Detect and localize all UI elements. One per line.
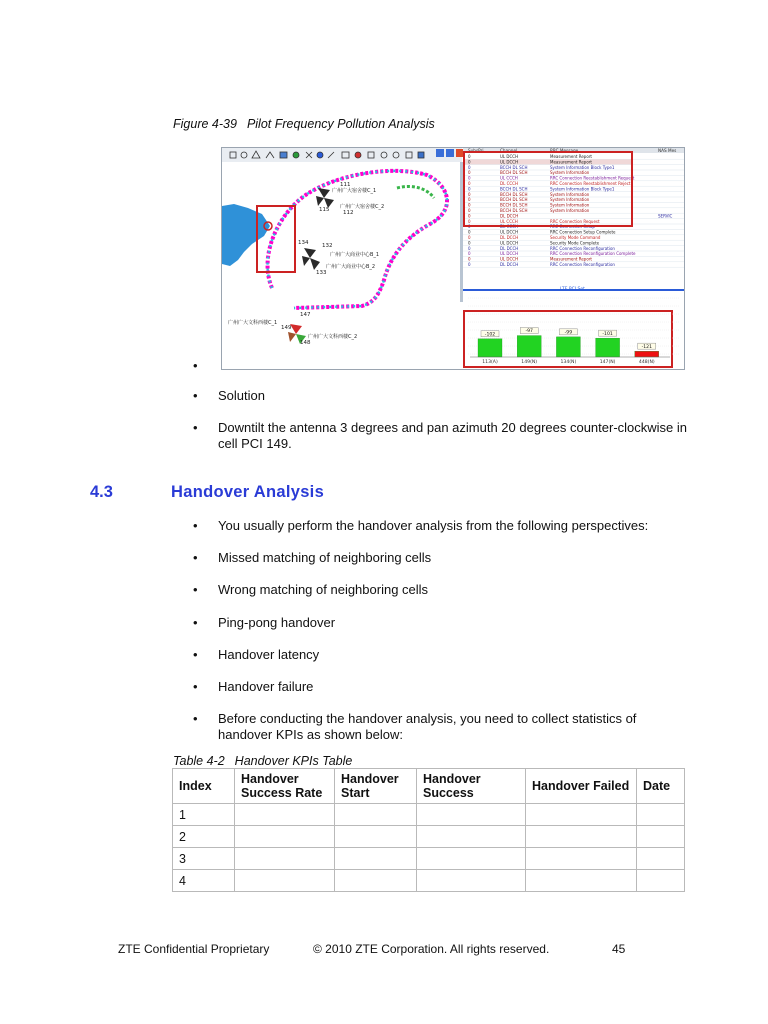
section-number: 4.3 — [90, 483, 113, 501]
signaling-cell: RRC Connection Reconfiguration — [550, 262, 615, 267]
table-caption-text: Handover KPIs Table — [234, 754, 353, 768]
signaling-cell: 0 — [468, 229, 471, 235]
table-cell — [335, 826, 417, 848]
cell-id-label: 148 — [300, 340, 311, 346]
signaling-cell: 0 — [468, 262, 471, 267]
table-row — [173, 870, 685, 892]
chart-tick-label: 448(N) — [638, 360, 655, 365]
signaling-cell: 0 — [468, 175, 471, 181]
signaling-cell: RRC Connection Reestablishment Request — [550, 175, 635, 181]
sector-marker — [316, 196, 324, 206]
signaling-cell: RRC Connection Request — [550, 218, 600, 224]
signaling-cell: UL DCCH — [500, 251, 519, 257]
chart-data-label: -102 — [484, 332, 496, 338]
handover-kpi-table — [172, 768, 685, 892]
bullet-dot: • — [193, 420, 198, 435]
table-cell — [417, 804, 526, 826]
bullet-dot: • — [193, 518, 198, 533]
bullet-dot: • — [193, 647, 198, 662]
signaling-cell: 0 — [468, 256, 471, 262]
signaling-cell: DL DCCH — [500, 262, 519, 267]
signaling-cell: 0 — [468, 202, 471, 208]
bullet-dot: • — [193, 711, 198, 726]
route-branch — [397, 186, 434, 198]
signaling-cell: BCCH DL SCH — [500, 208, 528, 213]
cell-site-134 — [302, 248, 320, 270]
signaling-cell: 0 — [468, 191, 471, 197]
table-cell — [526, 804, 637, 826]
table-cell — [335, 870, 417, 892]
signaling-column-header: RRC Message — [550, 148, 579, 154]
chart-data-label: -101 — [602, 331, 613, 337]
section-title: Handover Analysis — [171, 483, 325, 501]
table-cell — [526, 848, 637, 870]
bullet-text: Solution — [218, 388, 265, 403]
chart-tick-label: 147(N) — [599, 360, 616, 365]
table-header-row — [173, 769, 685, 804]
bullet-dot: • — [193, 615, 198, 630]
signaling-cell: BCCH DL SCH — [500, 170, 528, 176]
signaling-cell: DL CCCH — [500, 181, 518, 186]
signaling-cell: System Information Block Type1 — [550, 164, 615, 170]
signaling-cell: RRC Connection Setup — [550, 224, 595, 230]
chart-bar — [517, 336, 541, 357]
header-date: Date — [637, 769, 685, 804]
record-icon[interactable] — [355, 152, 361, 158]
cell-id-label: 147 — [300, 312, 311, 318]
signaling-cell: System Information — [550, 202, 590, 208]
signaling-cell: 0 — [468, 251, 471, 257]
table-cell: 2 — [173, 826, 235, 848]
header-failed: Handover Failed — [526, 769, 637, 804]
signaling-cell: 0 — [468, 208, 471, 213]
sector-marker — [288, 332, 296, 342]
signaling-cell: BCCH DL SCH — [500, 197, 528, 203]
signaling-cell: Security Mode Command — [550, 235, 601, 240]
bullet-text: Missed matching of neighboring cells — [218, 550, 432, 565]
table-cell — [526, 826, 637, 848]
signaling-cell: 0 — [468, 164, 471, 170]
cell-id-label: 133 — [316, 270, 327, 276]
cell-name-label: 广州广大商业中心B_1 — [330, 252, 380, 258]
figure-canvas — [222, 148, 684, 369]
chart-data-label: -97 — [525, 329, 533, 335]
signaling-cell: DL CCCH — [500, 224, 518, 230]
signaling-cell: System Information — [550, 197, 590, 203]
signaling-column-header: SubsPri — [468, 148, 484, 154]
table-cell — [637, 848, 685, 870]
minimize-button-icon[interactable] — [436, 149, 444, 157]
cell-name-label: 广州广大文科西楼C_1 — [228, 320, 278, 326]
bullet-dot: • — [193, 358, 198, 373]
cell-id-label: 115 — [319, 207, 330, 213]
figure-caption-text: Pilot Frequency Pollution Analysis — [246, 117, 435, 131]
signaling-cell: UL CCCH — [500, 175, 518, 181]
bullet-text: Handover failure — [218, 679, 314, 694]
chart-data-label: -99 — [564, 330, 573, 336]
chart-data-label: -121 — [641, 344, 653, 350]
bullet-dot: • — [193, 388, 198, 403]
sector-marker — [310, 258, 320, 270]
signaling-cell: Measurement Report — [550, 159, 592, 165]
signaling-cell: 0 — [468, 240, 471, 246]
signaling-cell: System Information — [550, 170, 590, 176]
signaling-cell: Measurement Report — [550, 256, 592, 262]
cell-name-label: 广州广大宿舍楼C_2 — [340, 204, 385, 210]
signaling-cell: UL DCCH — [500, 154, 519, 159]
water-body — [222, 204, 270, 266]
close-icon[interactable] — [456, 149, 464, 157]
table-row — [173, 826, 685, 848]
footer-copyright: © 2010 ZTE Corporation. All rights reserved. — [313, 942, 550, 956]
signaling-cell: 0 — [468, 245, 471, 251]
table-cell — [235, 826, 335, 848]
pilot-pollution-figure — [221, 147, 685, 370]
signaling-cell: 0 — [468, 218, 471, 224]
table-cell — [637, 826, 685, 848]
signaling-cell: DL DCCH — [500, 235, 519, 240]
bullet-text: Downtilt the antenna 3 degrees and pan azimuth 20 degrees counter-clockwise in cell PCI 149. — [218, 420, 688, 451]
bullet-text: Ping-pong handover — [218, 615, 336, 630]
bullet-dot: • — [193, 550, 198, 565]
signaling-cell: BCCH DL SCH — [500, 202, 528, 208]
signaling-cell: System Information — [550, 191, 590, 197]
sector-marker — [302, 256, 310, 266]
table-cell — [637, 870, 685, 892]
bullet-text: You usually perform the handover analysis from the following perspectives: — [218, 518, 649, 533]
signaling-cell: UL DCCH — [500, 256, 519, 262]
bullet-dot: • — [193, 679, 198, 694]
cell-id-label: 149 — [281, 325, 292, 331]
table-cell — [335, 804, 417, 826]
table-cell — [235, 804, 335, 826]
signaling-column-header: NAS Mes — [658, 148, 677, 154]
cell-id-label: 134 — [298, 240, 309, 246]
cell-name-label: 广州广大文科西楼C_2 — [308, 334, 358, 340]
refresh-icon[interactable] — [418, 152, 424, 158]
table-cell — [637, 804, 685, 826]
signaling-cell: 0 — [468, 197, 471, 203]
signaling-cell: 0 — [468, 181, 471, 186]
selected-row-bg — [465, 159, 631, 164]
figure-caption — [173, 117, 435, 131]
sector-marker — [318, 188, 330, 198]
table-cell — [417, 848, 526, 870]
cell-name-label: 广州广大宿舍楼C_1 — [332, 188, 377, 194]
signaling-column-header: Channel — [500, 148, 518, 154]
header-success-rate: Handover Success Rate — [235, 769, 335, 804]
signaling-cell: UL DCCH — [500, 159, 519, 165]
signaling-cell: UL DCCH — [500, 229, 519, 235]
signaling-cell: 0 — [468, 170, 471, 176]
signaling-cell: DL DCCH — [500, 213, 519, 219]
table-caption-label: Table 4-2 — [173, 754, 225, 768]
cell-id-label: 111 — [340, 182, 351, 188]
signaling-cell: BCCH DL SCH — [500, 164, 528, 170]
table-cell: 4 — [173, 870, 235, 892]
table-caption — [173, 754, 352, 768]
signaling-cell: 0 — [468, 159, 471, 165]
signaling-cell: 0 — [468, 235, 471, 240]
chart-tick-label: 113(A) — [482, 360, 498, 365]
globe-icon[interactable] — [293, 152, 299, 158]
table-cell — [417, 870, 526, 892]
layer-icon[interactable] — [280, 152, 287, 158]
table-cell — [526, 870, 637, 892]
map-labels — [228, 182, 384, 346]
chart-tick-label: 134(N) — [560, 360, 577, 365]
signaling-cell: DL DCCH — [500, 245, 519, 251]
header-success: Handover Success — [417, 769, 526, 804]
table-cell — [335, 848, 417, 870]
pci-chart — [464, 286, 680, 367]
bullet-text: Before conducting the handover analysis, you need to collect statistics of handover KPIs as shown below: — [218, 711, 637, 742]
sector-marker — [304, 248, 316, 258]
signaling-cell: 0 — [468, 224, 471, 230]
signaling-cell: RRC Connection Setup Complete — [550, 229, 616, 235]
signaling-cell: 0 — [468, 186, 471, 192]
signaling-cell: System Information Block Type1 — [550, 186, 615, 192]
cell-id-label: 112 — [343, 210, 354, 216]
table-cell: 1 — [173, 804, 235, 826]
table-cell — [235, 870, 335, 892]
point-icon[interactable] — [317, 152, 323, 158]
footer-confidential: ZTE Confidential Proprietary — [118, 942, 270, 956]
signaling-cell: 0 — [468, 154, 471, 159]
bullet-text: Wrong matching of neighboring cells — [218, 582, 429, 597]
table-cell — [417, 826, 526, 848]
chart-bar — [478, 339, 502, 357]
signaling-cell: System Information — [550, 208, 590, 213]
bullet-dot: • — [193, 582, 198, 597]
maximize-button-icon[interactable] — [446, 149, 454, 157]
service-tag: SERVIC — [658, 213, 673, 219]
figure-caption-label: Figure 4-39 — [173, 117, 237, 131]
table-cell — [235, 848, 335, 870]
cell-id-label: 132 — [322, 243, 333, 249]
table-row — [173, 848, 685, 870]
signaling-cell: BCCH DL SCH — [500, 191, 528, 197]
table-row — [173, 804, 685, 826]
chart-bar — [635, 351, 659, 357]
header-index: Index — [173, 769, 235, 804]
chart-title: LTE PCI Set — [560, 287, 585, 292]
signaling-cell: RRC Connection Reconfiguration Complete — [550, 251, 636, 257]
chart-bar — [556, 337, 580, 357]
cell-name-label: 广州广大商业中心B_2 — [326, 264, 376, 270]
signaling-cell: UL CCCH — [500, 218, 518, 224]
chart-bar — [596, 338, 620, 357]
table-cell: 3 — [173, 848, 235, 870]
chart-tick-label: 149(N) — [521, 360, 538, 365]
signaling-cell: RRC Connection Reconfiguration — [550, 245, 615, 251]
signaling-cell: Measurement Report — [550, 154, 592, 159]
bullet-text: Handover latency — [218, 647, 320, 662]
page-number: 45 — [612, 942, 626, 956]
header-start: Handover Start — [335, 769, 417, 804]
signaling-cell: UL DCCH — [500, 240, 519, 246]
signaling-cell: 0 — [468, 213, 471, 219]
map-scrollbar[interactable] — [460, 162, 463, 302]
signaling-cell: BCCH DL SCH — [500, 186, 528, 192]
signaling-cell: RRC Connection Reestablishment Reject — [550, 181, 631, 186]
signaling-cell: Security Mode Complete — [550, 240, 600, 246]
sector-marker — [290, 324, 302, 334]
